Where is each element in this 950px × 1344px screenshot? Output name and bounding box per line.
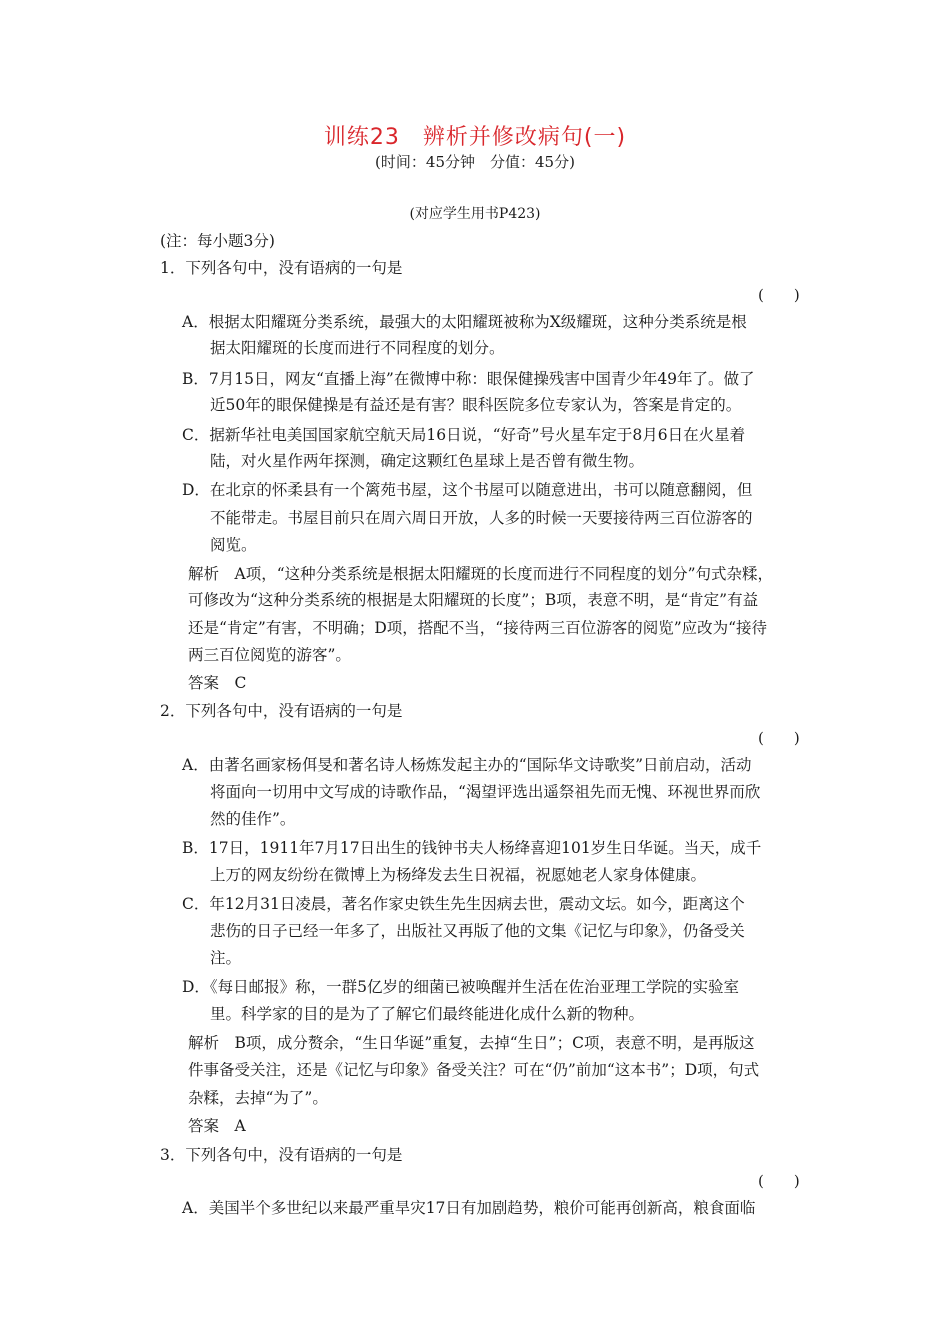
q3-option-a-line1: A．美国半个多世纪以来最严重旱灾17日有加剧趋势，粮价可能再创新高，粮食面临 xyxy=(182,1199,756,1217)
q1-analysis-line2: 可修改为“这种分类系统的根据是太阳耀斑的长度”；B项，表意不明，是“肯定”有益 xyxy=(188,591,759,609)
question-3-answer-blank: ( ) xyxy=(758,1172,800,1190)
q1-analysis-line3: 还是“肯定”有害，不明确；D项，搭配不当，“接待两三百位游客的阅览”应改为“接待 xyxy=(188,619,768,637)
q2-option-b-line2: 上万的网友纷纷在微博上为杨绛发去生日祝福，祝愿她老人家身体健康。 xyxy=(210,866,707,884)
q2-option-d-line1: D．《每日邮报》称，一群5亿岁的细菌已被唤醒并生活在佐治亚理工学院的实验室 xyxy=(182,978,740,996)
question-1-answer-blank: ( ) xyxy=(758,286,800,304)
q1-option-a-line1: A．根据太阳耀斑分类系统，最强大的太阳耀斑被称为X级耀斑，这种分类系统是根 xyxy=(182,313,747,331)
q2-option-a-line3: 然的佳作”。 xyxy=(210,810,296,828)
q2-option-d-line2: 里。科学家的目的是为了了解它们最终能进化成什么新的物种。 xyxy=(210,1005,645,1023)
q1-option-c-line2: 陆，对火星作两年探测，确定这颗红色星球上是否曾有微生物。 xyxy=(210,452,645,470)
q2-analysis-line1: 解析 B项，成分赘余，“生日华诞”重复，去掉“生日”；C项，表意不明，是再版这 xyxy=(188,1034,755,1052)
q1-option-a-line2: 据太阳耀斑的长度而进行不同程度的划分。 xyxy=(210,339,505,357)
q1-option-b-line2: 近50年的眼保健操是有益还是有害？眼科医院多位专家认为，答案是肯定的。 xyxy=(210,396,742,414)
q1-option-d-line2: 不能带走。书屋目前只在周六周日开放，人多的时候一天要接待两三百位游客的 xyxy=(210,509,753,527)
time-score-info: (时间：45分钟 分值：45分) xyxy=(375,153,575,171)
q2-option-a-line2: 将面向一切用中文写成的诗歌作品，“渴望评选出遥祭祖先而无愧、环视世界而欣 xyxy=(210,783,761,801)
question-3-stem: 3．下列各句中，没有语病的一句是 xyxy=(160,1146,403,1164)
scoring-note: (注：每小题3分) xyxy=(160,232,275,250)
q1-analysis-line1: 解析 A项，“这种分类系统是根据太阳耀斑的长度而进行不同程度的划分”句式杂糅， xyxy=(188,565,774,583)
question-1-stem: 1．下列各句中，没有语病的一句是 xyxy=(160,259,403,277)
q1-option-b-line1: B．7月15日，网友“直播上海”在微博中称：眼保健操残害中国青少年49年了。做了 xyxy=(182,370,755,388)
question-2-answer-blank: ( ) xyxy=(758,729,800,747)
q2-analysis-line2: 件事备受关注，还是《记忆与印象》备受关注？可在“仍”前加“这本书”；D项，句式 xyxy=(188,1061,760,1079)
book-reference: (对应学生用书P423) xyxy=(409,206,541,222)
q1-analysis-line4: 两三百位阅览的游客”。 xyxy=(188,646,351,664)
q2-analysis-line3: 杂糅，去掉“为了”。 xyxy=(188,1089,328,1107)
question-2-stem: 2．下列各句中，没有语病的一句是 xyxy=(160,702,403,720)
q2-answer: 答案 A xyxy=(188,1117,246,1135)
page-title: 训练23 辨析并修改病句(一) xyxy=(323,125,627,150)
q2-option-c-line3: 注。 xyxy=(210,949,242,967)
q1-option-d-line3: 阅览。 xyxy=(210,536,257,554)
q1-option-d-line1: D．在北京的怀柔县有一个篱苑书屋，这个书屋可以随意进出，书可以随意翻阅，但 xyxy=(182,481,753,499)
q1-option-c-line1: C．据新华社电美国国家航空航天局16日说，“好奇”号火星车定于8月6日在火星着 xyxy=(182,426,746,444)
q1-answer: 答案 C xyxy=(188,674,247,692)
q2-option-b-line1: B．17日，1911年7月17日出生的钱钟书夫人杨绛喜迎101岁生日华诞。当天，成千 xyxy=(182,839,762,857)
q2-option-a-line1: A．由著名画家杨佴旻和著名诗人杨炼发起主办的“国际华文诗歌奖”日前启动，活动 xyxy=(182,756,752,774)
q2-option-c-line1: C．年12月31日凌晨，著名作家史铁生先生因病去世，震动文坛。如今，距离这个 xyxy=(182,895,745,913)
q2-option-c-line2: 悲伤的日子已经一年多了，出版社又再版了他的文集《记忆与印象》，仍备受关 xyxy=(210,922,745,940)
